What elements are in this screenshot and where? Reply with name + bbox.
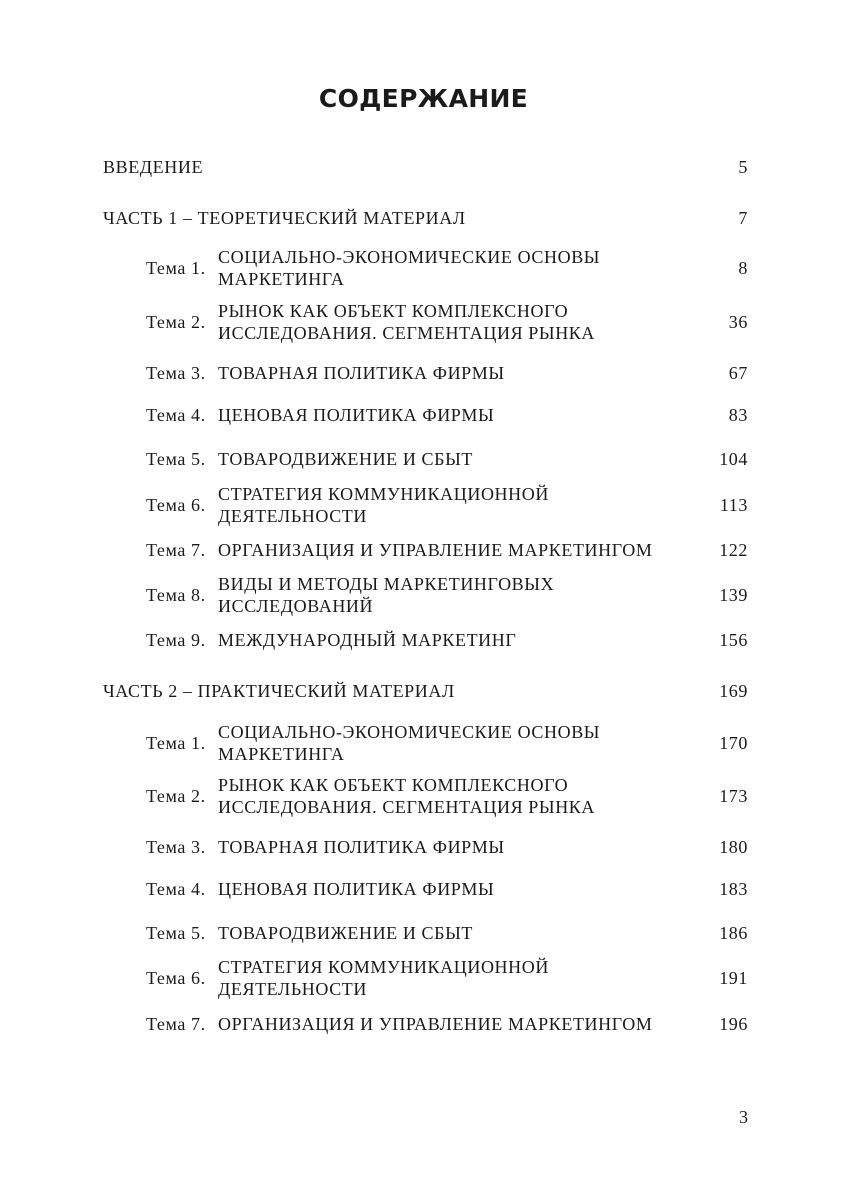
toc-topic-number: Тема 5. (146, 449, 206, 469)
toc-topic-title: ЦЕНОВАЯ ПОЛИТИКА ФИРМЫ (218, 405, 495, 425)
toc-topic-number: Тема 9. (146, 630, 206, 650)
toc-topic-number: Тема 6. (146, 968, 206, 988)
toc-topic-title: СТРАТЕГИЯ КОММУНИКАЦИОННОЙ ДЕЯТЕЛЬНОСТИ (218, 957, 549, 999)
toc-topic-title: ОРГАНИЗАЦИЯ И УПРАВЛЕНИЕ МАРКЕТИНГОМ (218, 1014, 653, 1034)
toc-page-number: 83 (728, 405, 748, 425)
toc-page-number: 180 (719, 837, 748, 857)
toc-part-label: ЧАСТЬ 2 – ПРАКТИЧЕСКИЙ МАТЕРИАЛ (103, 681, 455, 701)
toc-page-number: 113 (719, 495, 748, 515)
toc-page-number: 104 (719, 449, 748, 469)
page-title: СОДЕРЖАНИЕ (318, 84, 529, 113)
toc-topic-title: СОЦИАЛЬНО-ЭКОНОМИЧЕСКИЕ ОСНОВЫ МАРКЕТИНГА (218, 722, 601, 764)
toc-topic-title: ТОВАРНАЯ ПОЛИТИКА ФИРМЫ (218, 837, 505, 857)
toc-page-number: 183 (719, 879, 748, 899)
toc-page-number: 186 (719, 923, 748, 943)
toc-topic-title: ТОВАРОДВИЖЕНИЕ И СБЫТ (218, 923, 473, 943)
toc-topic-title: СТРАТЕГИЯ КОММУНИКАЦИОННОЙ ДЕЯТЕЛЬНОСТИ (218, 484, 549, 526)
toc-page-number: 169 (719, 681, 748, 701)
toc-topic-title: СОЦИАЛЬНО-ЭКОНОМИЧЕСКИЕ ОСНОВЫ МАРКЕТИНГА (218, 247, 601, 289)
toc-topic-number: Тема 7. (146, 540, 206, 560)
toc-intro-label: ВВЕДЕНИЕ (103, 157, 204, 177)
toc-topic-number: Тема 6. (146, 495, 206, 515)
toc-part-label: ЧАСТЬ 1 – ТЕОРЕТИЧЕСКИЙ МАТЕРИАЛ (103, 208, 466, 228)
toc-topic-number: Тема 7. (146, 1014, 206, 1034)
toc-page-number: 196 (719, 1014, 748, 1034)
toc-topic-title: РЫНОК КАК ОБЪЕКТ КОМПЛЕКСНОГО ИССЛЕДОВАНИЯ. СЕГМЕНТАЦИЯ РЫНКА (218, 301, 596, 343)
toc-topic-title: РЫНОК КАК ОБЪЕКТ КОМПЛЕКСНОГО ИССЛЕДОВАНИЯ. СЕГМЕНТАЦИЯ РЫНКА (218, 775, 596, 817)
toc-topic-number: Тема 5. (146, 923, 206, 943)
toc-page-number: 5 (738, 157, 748, 177)
toc-topic-number: Тема 2. (146, 312, 206, 332)
toc-topic-number: Тема 3. (146, 837, 206, 857)
toc-topic-title: ОРГАНИЗАЦИЯ И УПРАВЛЕНИЕ МАРКЕТИНГОМ (218, 540, 653, 560)
toc-topic-number: Тема 1. (146, 258, 206, 278)
toc-page-number: 8 (738, 258, 748, 278)
toc-topic-title: ЦЕНОВАЯ ПОЛИТИКА ФИРМЫ (218, 879, 495, 899)
toc-topic-number: Тема 8. (146, 585, 206, 605)
toc-topic-number: Тема 2. (146, 786, 206, 806)
toc-page-number: 156 (719, 630, 748, 650)
toc-topic-title: ТОВАРНАЯ ПОЛИТИКА ФИРМЫ (218, 363, 505, 383)
toc-page-number: 122 (719, 540, 748, 560)
toc-page-number: 7 (738, 208, 748, 228)
toc-topic-number: Тема 4. (146, 405, 206, 425)
toc-page-number: 191 (719, 968, 748, 988)
toc-topic-number: Тема 3. (146, 363, 206, 383)
toc-page-number: 36 (728, 312, 748, 332)
toc-page-number: 173 (719, 786, 748, 806)
toc-topic-title: ТОВАРОДВИЖЕНИЕ И СБЫТ (218, 449, 473, 469)
page-number: 3 (739, 1107, 748, 1127)
toc-topic-number: Тема 4. (146, 879, 206, 899)
toc-page-number: 170 (719, 733, 748, 753)
toc-page-number: 67 (728, 363, 748, 383)
toc-topic-title: ВИДЫ И МЕТОДЫ МАРКЕТИНГОВЫХ ИССЛЕДОВАНИЙ (218, 574, 555, 616)
toc-topic-title: МЕЖДУНАРОДНЫЙ МАРКЕТИНГ (218, 630, 517, 650)
toc-topic-number: Тема 1. (146, 733, 206, 753)
toc-page-number: 139 (719, 585, 748, 605)
